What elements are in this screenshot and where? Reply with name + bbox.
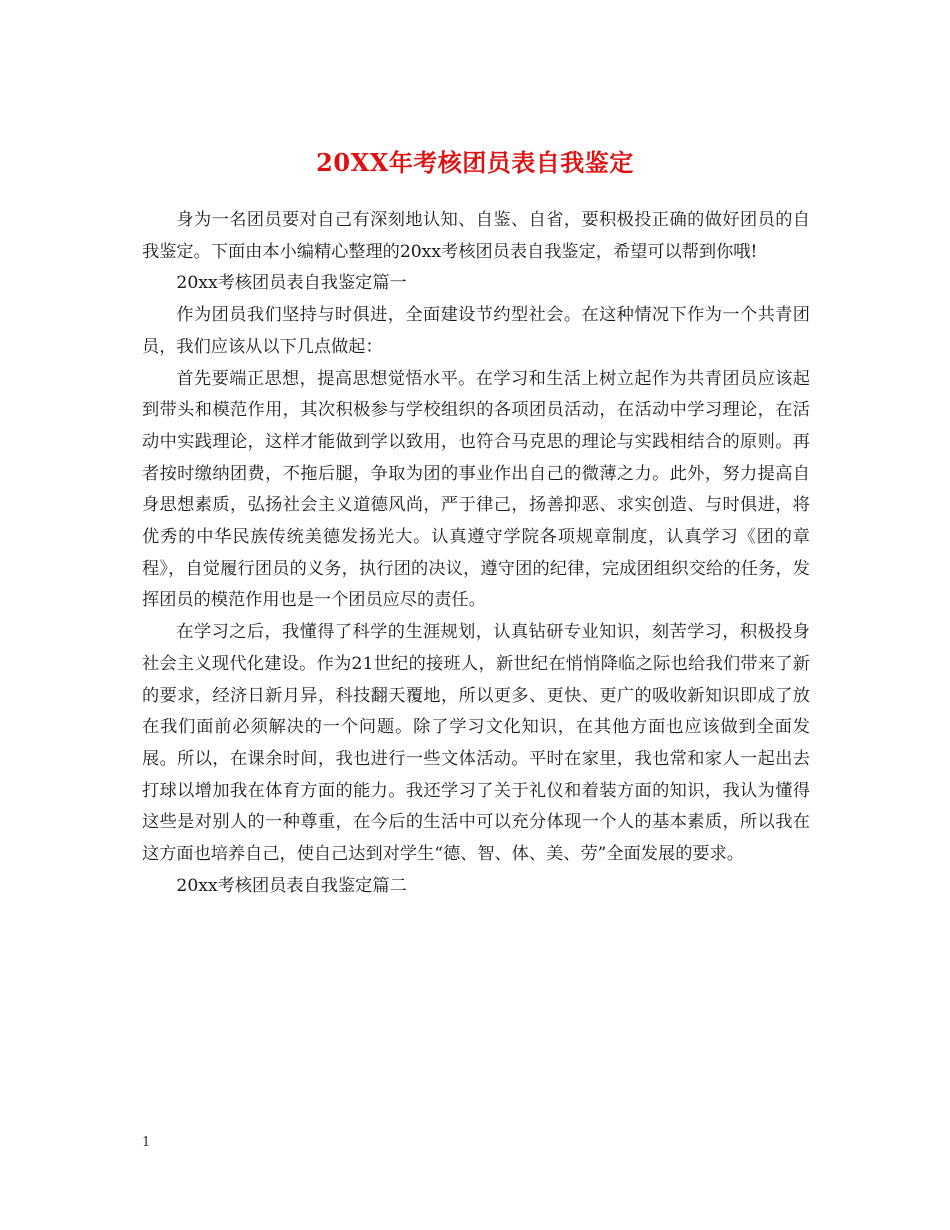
page-number: 1	[142, 1135, 151, 1150]
document-body	[142, 205, 810, 902]
section-heading-2: 20xx考核团员表自我鉴定篇二	[176, 875, 407, 896]
section-heading-1: 20xx考核团员表自我鉴定篇一	[176, 273, 407, 294]
paragraph-2: 首先要端正思想，提高思想觉悟水平。在学习和生活上树立起作为共青团员应该起到带头和模范作用，其次积极参与学校组织的各项团员活动，在活动中学习理论，在活动中实践理论，这样才能做到学以致用，也符合马克思的理论与实践相结合的原则。再者按时缴纳团费，不拖后腿，争取为团的事业作出自己的微薄之力。此外，努力提高自身思想素质，弘扬社会主义道德风尚，严于律己，扬善抑恶、求实创造、与时俱进，将优秀的中华民族传统美德发扬光大。认真遵守学院各项规章制度，认真学习《团的章程》，自觉履行团员的义务，执行团的决议，遵守团的纪律，完成团组织交给的任务，发挥团员的模范作用也是一个团员应尽的责任。	[142, 368, 810, 611]
document-title: 20XX年考核团员表自我鉴定	[316, 148, 634, 178]
paragraph-1: 作为团员我们坚持与时俱进，全面建设节约型社会。在这种情况下作为一个共青团员，我们应该从以下几点做起：	[142, 305, 810, 357]
paragraph-intro: 身为一名团员要对自己有深刻地认知、自鉴、自省，要积极投正确的做好团员的自我鉴定。下面由本小编精心整理的20xx考核团员表自我鉴定，希望可以帮到你哦!	[142, 210, 810, 262]
paragraph-3: 在学习之后，我懂得了科学的生涯规划，认真钻研专业知识，刻苦学习，积极投身社会主义现代化建设。作为21世纪的接班人，新世纪在悄悄降临之际也给我们带来了新的要求，经济日新月异，科技翻天覆地，所以更多、更快、更广的吸收新知识即成了放在我们面前必须解决的一个问题。除了学习文化知识，在其他方面也应该做到全面发展。所以，在课余时间，我也进行一些文体活动。平时在家里，我也常和家人一起出去打球以增加我在体育方面的能力。我还学习了关于礼仪和着装方面的知识，我认为懂得这些是对别人的一种尊重，在今后的生活中可以充分体现一个人的基本素质，所以我在这方面也培养自己，使自己达到对学生“德、智、体、美、劳”全面发展的要求。	[142, 622, 810, 865]
